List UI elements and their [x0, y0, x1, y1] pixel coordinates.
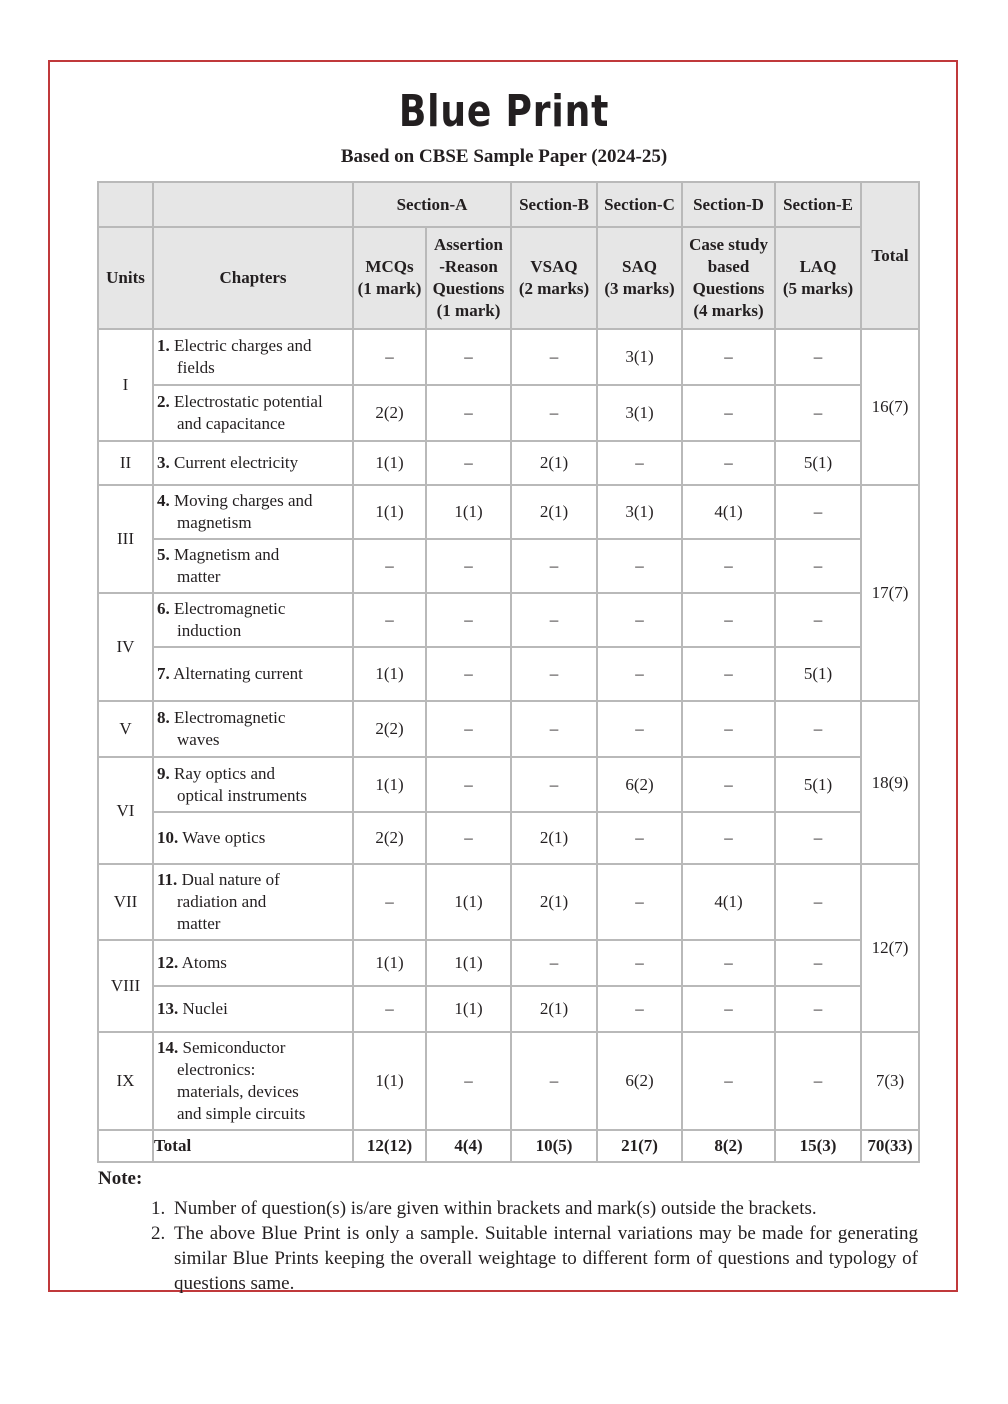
page-subtitle: Based on CBSE Sample Paper (2024-25)	[340, 146, 668, 167]
assertion-reason-cell: 1(1)	[426, 940, 511, 986]
table-body	[98, 329, 919, 1162]
chapter-name: Ray optics and	[174, 763, 276, 783]
case-study-cell: –	[682, 647, 775, 701]
mcq-cell: 1(1)	[353, 1032, 426, 1130]
vsaq-cell: 2(1)	[511, 485, 597, 539]
chapter-cell	[153, 1032, 353, 1130]
page-title: Blue Print	[398, 86, 610, 137]
chapter-number: 2.	[157, 392, 170, 411]
chapter-name: Electromagnetic	[174, 599, 286, 618]
laq-cell: –	[775, 593, 861, 647]
chapter-cell	[153, 757, 353, 812]
vsaq-cell: 2(1)	[511, 864, 597, 940]
saq-cell: 3(1)	[597, 485, 682, 539]
chapter-cell	[153, 329, 353, 385]
total-label: Total	[153, 1130, 353, 1162]
chapter-cell	[153, 701, 353, 757]
laq-header: LAQ (5 marks)	[775, 227, 861, 329]
table-row	[98, 593, 919, 647]
total-value-cell: 21(7)	[597, 1130, 682, 1162]
laq-cell: –	[775, 701, 861, 757]
laq-cell: –	[775, 864, 861, 940]
vsaq-cell: 2(1)	[511, 986, 597, 1032]
chapter-name: induction	[177, 621, 242, 640]
vsaq-cell: –	[511, 701, 597, 757]
chapter-name: magnetism	[177, 513, 252, 532]
chapter-name: Electromagnetic	[174, 708, 286, 727]
chapter-number: 11.	[157, 870, 178, 889]
unit-cell: VIII	[98, 940, 153, 1032]
note-item: 1. Number of question(s) is/are given within brackets and mark(s) outside the brackets.	[170, 1196, 918, 1221]
note-item: 2. The above Blue Print is only a sample. Suitable internal variations may be made for generating similar Blue Prints keeping the overall weightage to different form of questions and typology of questions same.	[170, 1221, 918, 1296]
chapter-cell	[153, 812, 353, 864]
chapter-cell	[153, 539, 353, 593]
unit-cell: II	[98, 441, 153, 485]
total-header: Total	[861, 182, 919, 329]
vsaq-cell: –	[511, 329, 597, 385]
total-value-cell: 4(4)	[426, 1130, 511, 1162]
total-value-cell: 8(2)	[682, 1130, 775, 1162]
table-row	[98, 441, 919, 485]
chapter-name: and simple circuits	[177, 1104, 306, 1123]
chapter-name: Nuclei	[182, 999, 228, 1018]
vsaq-cell: –	[511, 647, 597, 701]
chapter-number: 13.	[157, 999, 179, 1018]
mcq-cell: 2(2)	[353, 812, 426, 864]
case-study-cell: –	[682, 701, 775, 757]
table-row	[98, 986, 919, 1032]
mcq-cell: –	[353, 986, 426, 1032]
total-value-cell: 15(3)	[775, 1130, 861, 1162]
group-total-cell: 12(7)	[861, 864, 919, 1032]
unit-cell: VII	[98, 864, 153, 940]
chapter-name: Current electricity	[174, 453, 299, 472]
saq-cell: 3(1)	[597, 385, 682, 441]
table-row	[98, 701, 919, 757]
unit-cell: IX	[98, 1032, 153, 1130]
table-row	[98, 647, 919, 701]
chapter-name: Dual nature of	[181, 870, 280, 889]
table-row	[98, 812, 919, 864]
case-study-cell: 4(1)	[682, 864, 775, 940]
saq-cell: –	[597, 539, 682, 593]
vsaq-cell: 2(1)	[511, 812, 597, 864]
chapter-name: Alternating current	[173, 664, 303, 683]
laq-cell: –	[775, 812, 861, 864]
chapter-cell	[153, 593, 353, 647]
case-study-cell: –	[682, 593, 775, 647]
table-row	[98, 329, 919, 385]
unit-cell: VI	[98, 757, 153, 864]
assertion-reason-cell: –	[426, 539, 511, 593]
chapter-number: 9.	[157, 763, 170, 783]
laq-cell: –	[775, 940, 861, 986]
header-blank	[153, 182, 353, 227]
case-study-cell: –	[682, 812, 775, 864]
case-study-cell: –	[682, 441, 775, 485]
chapter-number: 7.	[157, 664, 170, 683]
chapter-name: fields	[177, 358, 215, 377]
vsaq-header: VSAQ (2 marks)	[511, 227, 597, 329]
chapter-number: 6.	[157, 599, 170, 618]
assertion-reason-cell: 1(1)	[426, 864, 511, 940]
saq-cell: –	[597, 986, 682, 1032]
section-e-header: Section-E	[775, 182, 861, 227]
table-row	[98, 485, 919, 539]
chapter-cell	[153, 647, 353, 701]
table-row	[98, 757, 919, 812]
unit-cell: III	[98, 485, 153, 593]
chapter-number: 1.	[157, 336, 170, 355]
assertion-reason-cell: 1(1)	[426, 986, 511, 1032]
table-row	[98, 539, 919, 593]
mcq-cell: 1(1)	[353, 757, 426, 812]
case-study-cell: –	[682, 757, 775, 812]
mcq-cell: –	[353, 593, 426, 647]
chapter-name: materials, devices	[177, 1082, 299, 1101]
assertion-reason-cell: –	[426, 647, 511, 701]
section-b-header: Section-B	[511, 182, 597, 227]
mcq-cell: 1(1)	[353, 940, 426, 986]
section-d-header: Section-D	[682, 182, 775, 227]
saq-cell: –	[597, 940, 682, 986]
section-c-header: Section-C	[597, 182, 682, 227]
case-study-cell: –	[682, 539, 775, 593]
case-study-header: Case study based Questions (4 marks)	[682, 227, 775, 329]
chapter-cell	[153, 441, 353, 485]
mcq-cell: –	[353, 539, 426, 593]
table-row	[98, 940, 919, 986]
notes-section	[98, 1168, 918, 1296]
unit-cell: IV	[98, 593, 153, 701]
total-value-cell: 70(33)	[861, 1130, 919, 1162]
chapter-number: 10.	[157, 828, 179, 847]
section-a-header: Section-A	[353, 182, 511, 227]
assertion-reason-cell: –	[426, 812, 511, 864]
vsaq-cell: –	[511, 940, 597, 986]
group-total-cell: 18(9)	[861, 701, 919, 864]
chapter-name: Magnetism and	[174, 545, 280, 564]
saq-cell: –	[597, 647, 682, 701]
saq-cell: –	[597, 701, 682, 757]
chapter-name: waves	[177, 730, 220, 749]
saq-header: SAQ (3 marks)	[597, 227, 682, 329]
group-total-cell: 7(3)	[861, 1032, 919, 1130]
mcq-cell: –	[353, 329, 426, 385]
chapter-name: optical instruments	[177, 785, 307, 805]
chapter-name: radiation and	[177, 892, 267, 911]
assertion-reason-header: Assertion -Reason Questions (1 mark)	[426, 227, 511, 329]
chapter-name: Moving charges and	[174, 491, 313, 510]
assertion-reason-cell: –	[426, 757, 511, 812]
total-blank-cell	[98, 1130, 153, 1162]
assertion-reason-cell: –	[426, 385, 511, 441]
assertion-reason-cell: –	[426, 593, 511, 647]
group-total-cell: 16(7)	[861, 329, 919, 485]
chapter-cell	[153, 385, 353, 441]
vsaq-cell: –	[511, 593, 597, 647]
mcq-cell: 1(1)	[353, 441, 426, 485]
chapter-name: matter	[177, 914, 221, 933]
chapter-name: Atoms	[181, 953, 227, 972]
chapter-number: 4.	[157, 491, 170, 510]
mcq-cell: 1(1)	[353, 485, 426, 539]
notes-list	[98, 1196, 918, 1296]
table-row	[98, 864, 919, 940]
case-study-cell: –	[682, 329, 775, 385]
assertion-reason-cell: –	[426, 1032, 511, 1130]
laq-cell: 5(1)	[775, 441, 861, 485]
saq-cell: 6(2)	[597, 1032, 682, 1130]
mcq-cell: 2(2)	[353, 385, 426, 441]
mcq-cell: 1(1)	[353, 647, 426, 701]
saq-cell: –	[597, 441, 682, 485]
vsaq-cell: –	[511, 1032, 597, 1130]
chapter-number: 3.	[157, 453, 170, 472]
assertion-reason-cell: –	[426, 701, 511, 757]
laq-cell: 5(1)	[775, 647, 861, 701]
total-value-cell: 10(5)	[511, 1130, 597, 1162]
laq-cell: –	[775, 329, 861, 385]
saq-cell: –	[597, 864, 682, 940]
blueprint-table	[97, 181, 920, 1163]
total-row	[98, 1130, 919, 1162]
chapter-name: Semiconductor	[182, 1038, 286, 1057]
saq-cell: 3(1)	[597, 329, 682, 385]
vsaq-cell: –	[511, 539, 597, 593]
chapters-header: Chapters	[153, 227, 353, 329]
header-blank	[98, 182, 153, 227]
chapter-name: Electric charges and	[174, 336, 312, 355]
vsaq-cell: –	[511, 385, 597, 441]
mcq-header: MCQs (1 mark)	[353, 227, 426, 329]
assertion-reason-cell: 1(1)	[426, 485, 511, 539]
chapter-number: 14.	[157, 1038, 179, 1057]
units-header: Units	[98, 227, 153, 329]
case-study-cell: 4(1)	[682, 485, 775, 539]
laq-cell: –	[775, 539, 861, 593]
saq-cell: –	[597, 812, 682, 864]
mcq-cell: –	[353, 864, 426, 940]
chapter-cell	[153, 864, 353, 940]
group-total-cell: 17(7)	[861, 485, 919, 701]
laq-cell: –	[775, 385, 861, 441]
chapter-name: Electrostatic potential	[174, 392, 323, 411]
unit-cell: V	[98, 701, 153, 757]
chapter-name: Wave optics	[182, 828, 266, 847]
assertion-reason-cell: –	[426, 329, 511, 385]
total-value-cell: 12(12)	[353, 1130, 426, 1162]
assertion-reason-cell: –	[426, 441, 511, 485]
chapter-number: 5.	[157, 545, 170, 564]
case-study-cell: –	[682, 1032, 775, 1130]
laq-cell: 5(1)	[775, 757, 861, 812]
case-study-cell: –	[682, 940, 775, 986]
laq-cell: –	[775, 485, 861, 539]
vsaq-cell: –	[511, 757, 597, 812]
chapter-cell	[153, 940, 353, 986]
chapter-cell	[153, 485, 353, 539]
table-row	[98, 1032, 919, 1130]
laq-cell: –	[775, 986, 861, 1032]
table-row	[98, 385, 919, 441]
mcq-cell: 2(2)	[353, 701, 426, 757]
laq-cell: –	[775, 1032, 861, 1130]
chapter-name: and capacitance	[177, 414, 286, 433]
saq-cell: 6(2)	[597, 757, 682, 812]
chapter-number: 12.	[157, 953, 179, 972]
vsaq-cell: 2(1)	[511, 441, 597, 485]
chapter-number: 8.	[157, 708, 170, 727]
unit-cell: I	[98, 329, 153, 441]
chapter-name: electronics:	[177, 1060, 256, 1079]
notes-heading: Note:	[98, 1168, 143, 1189]
case-study-cell: –	[682, 986, 775, 1032]
chapter-name: matter	[177, 567, 221, 586]
chapter-cell	[153, 986, 353, 1032]
saq-cell: –	[597, 593, 682, 647]
case-study-cell: –	[682, 385, 775, 441]
